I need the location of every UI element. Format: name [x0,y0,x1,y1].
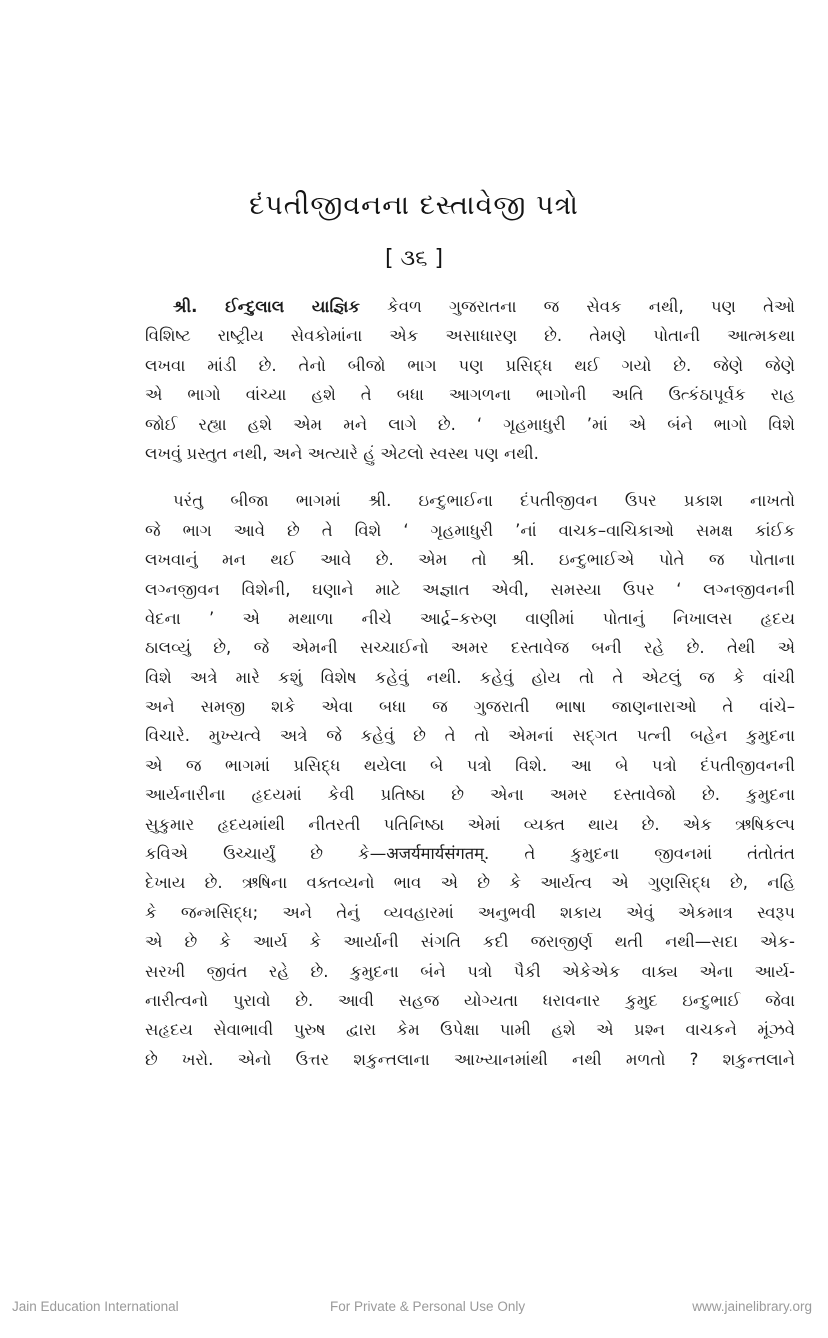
body-text [145,292,795,1074]
chapter-number: [ ૩૬ ] [384,246,444,271]
text-line: વિચારે. મુખ્યત્વે અત્રે જે કહેવું છે તે તો એમનાં સદ્ગત પત્ની બહેન કુમુદના [145,726,795,746]
text-line: એ ભાગો વાંચ્યા હશે તે બધા આગળના ભાગોની અતિ ઉત્કંઠાપૂર્વક રાહ [145,385,795,405]
page-title: દંપતીજીવનના દસ્તાવેજી પત્રો [249,190,579,221]
text-line: લગ્નજીવન વિશેની, ઘણાને માટે અજ્ઞાત એવી, સમસ્યા ઉપર ‘ લગ્નજીવનની [145,579,795,599]
text-line: આર્યનારીના હૃદયમાં કેવી પ્રતિષ્ઠા છે એના અમર દસ્તાવેજો છે. કુમુદના [145,785,795,805]
footer-usage-notice: For Private & Personal Use Only [330,1299,526,1314]
text-line: કે જન્મસિદ્ધ; અને તેનું વ્યવહારમાં અનુભવી શકાય એવું એકમાત્ર સ્વરૂપ [145,902,795,922]
author-name: શ્રી. ઈન્દુલાલ યાજ્ઞિક [173,297,360,316]
text-line: ઠાલવ્યું છે, જે એમની સચ્ચાઈનો અમર દસ્તાવેજ બની રહે છે. તેથી એ [145,638,795,658]
text-line: જે ભાગ આવે છે તે વિશે ‘ ગૃહમાધુરી ’નાં વાચક–વાચિકાઓ સમક્ષ કાંઈક [145,520,795,540]
text-line: લખવાનું મન થઈ આવે છે. એમ તો શ્રી. ઇન્દુભાઈએ પોતે જ પોતાના [145,550,795,570]
footer-publisher: Jain Education International [12,1299,179,1314]
text-span: કેવળ ગુજરાતના જ સેવક નથી, પણ તેઓ [359,297,795,316]
text-line: દેખાય છે. ઋષિના વક્તવ્યનો ભાવ એ છે કે આર્યત્વ એ ગુણસિદ્ધ છે, નહિ [145,873,795,893]
text-line: વેદના ’ એ મથાળા નીચે આર્દ્ર–કરુણ વાણીમાં પોતાનું નિખાલસ હૃદય [145,608,795,628]
text-line: લખવું પ્રસ્તુત નથી, અને અત્યારે હું એટલો સ્વસ્થ પણ નથી. [145,443,539,463]
text-line: એ જ ભાગમાં પ્રસિદ્ધ થયેલા બે પત્રો વિશે. આ બે પત્રો દંપતીજીવનની [145,755,795,775]
text-line: લખવા માંડી છે. તેનો બીજો ભાગ પણ પ્રસિદ્ધ થઈ ગયો છે. જેણે જેણે [145,355,795,375]
text-line: સરખી જીવંત રહે છે. કુમુદના બંને પત્રો પૈકી એકેએક વાક્ય એના આર્ય- [145,961,795,981]
page-footer [0,1299,828,1319]
text-line: અને સમજી શકે એવા બધા જ ગુજરાતી ભાષા જાણનારાઓ તે વાંચે– [145,697,795,717]
text-line [145,292,795,321]
text-line: નારીત્વનો પુરાવો છે. આવી સહજ યોગ્યતા ધરાવનાર કુમુદ ઇન્દુભાઈ જેવા [145,990,795,1010]
text-line: છે ખરો. એનો ઉત્તર શકુન્તલાના આખ્યાનમાંથી નથી મળતો ? શકુન્તલાને [145,1049,795,1069]
text-line: જોઈ રહ્યા હશે એમ મને લાગે છે. ‘ ગૃહમાધુરી ’માં એ બંને ભાગો વિશે [145,414,795,434]
paragraph-gap [145,468,795,486]
text-line: વિશિષ્ટ રાષ્ટ્રીય સેવકોમાંના એક અસાધારણ છે. તેમણે પોતાની આત્મકથા [145,326,795,346]
text-line: કવિએ ઉચ્ચાર્યું છે કે—अजर्यमार्यसंगतम्. તે કુમુદના જીવનમાં તંતોતંત [145,844,795,864]
text-line: વિશે અત્રે મારે કશું વિશેષ કહેવું નથી. કહેવું હોય તો તે એટલું જ કે વાંચી [145,667,795,687]
text-line: એ છે કે આર્ય કે આર્યાની સંગતિ કદી જરાજીર્ણ થતી નથી—સદા એક- [145,932,795,952]
footer-website-link[interactable]: www.jainelibrary.org [692,1299,812,1314]
text-line: પરંતુ બીજા ભાગમાં શ્રી. ઇન્દુભાઈના દંપતીજીવન ઉપર પ્રકાશ નાખતો [173,491,795,511]
text-line: સહૃદય સેવાભાવી પુરુષ દ્વારા કેમ ઉપેક્ષા પામી હશે એ પ્રશ્ન વાચકને મૂંઝવે [145,1020,795,1040]
text-line: સુકુમાર હૃદયમાંથી નીતરતી પતિનિષ્ઠા એમાં વ્યક્ત થાય છે. એક ઋષિકલ્પ [145,814,795,834]
